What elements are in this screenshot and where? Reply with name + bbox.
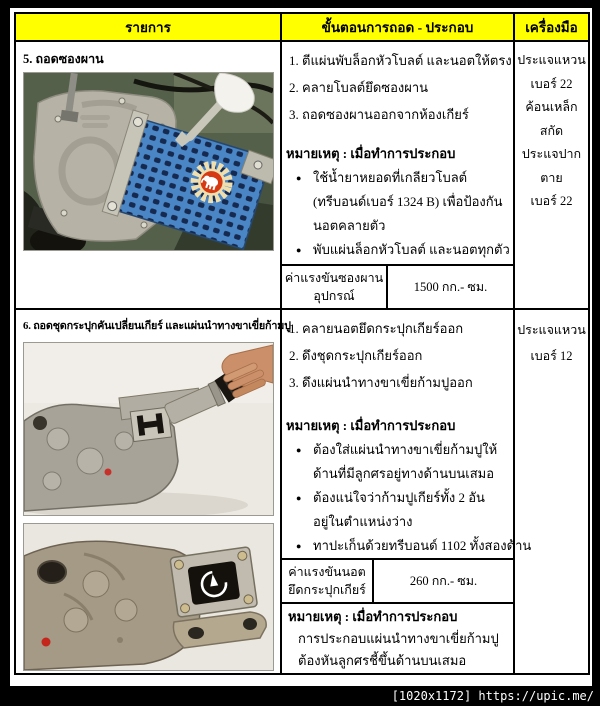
step-line: 2. ดึงชุดกระปุกเกียร์ออก	[289, 348, 423, 363]
tool-line: ประแจปากตาย	[521, 147, 582, 185]
torque-table	[282, 264, 513, 308]
note-title: หมายเหตุ : เมื่อทำการประกอบ	[286, 418, 456, 433]
shift-gate-plate	[130, 407, 171, 441]
tool-line: สกัด	[539, 123, 564, 138]
note-line: นอตคลายตัว	[313, 218, 386, 233]
torque-label: ค่าแรงขันซองผาน อุปกรณ์	[282, 266, 388, 308]
step-list	[289, 47, 512, 128]
tool-line: เบอร์ 12	[530, 349, 573, 363]
header-cell-steps: ขั้นตอนการถอด - ประกอบ	[282, 14, 515, 42]
torque-table	[282, 558, 513, 604]
document-page	[10, 8, 592, 686]
tools-cell-5	[515, 42, 588, 310]
table-header-row	[16, 14, 588, 42]
bullet-icon: ●	[296, 493, 302, 503]
note-line: การประกอบแผ่นนำทางขาเขี่ยก้ามปู	[298, 631, 499, 646]
note-line: ต้องแน่ใจว่าก้ามปูเกียร์ทั้ง 2 อัน	[313, 490, 485, 505]
assembly-note-2	[288, 606, 499, 672]
note-title: หมายเหตุ : เมื่อทำการประกอบ	[286, 146, 456, 161]
tool-line: ประแจแหวน	[517, 53, 586, 67]
tool-line: ค้อนเหล็ก	[525, 100, 578, 114]
bullet-icon: ●	[296, 445, 302, 455]
item-title: 6. ถอดชุดกระปุกคันเปลี่ยนเกียร์ และแผ่นนำทางขาเขี่ยก้ามปู	[23, 320, 291, 332]
note-line: ใช้น้ำยาหยอดที่เกลียวโบลต์	[313, 170, 468, 185]
item-cell-5	[16, 42, 282, 310]
step-line: 2. คลายโบลต์ยึดซองผาน	[289, 80, 429, 95]
header-cell-tools: เครื่องมือ	[515, 14, 588, 42]
note-line: (ทรีบอนด์เบอร์ 1324 B) เพื่อป้องกัน	[313, 194, 503, 209]
item-title: 5. ถอดซองผาน	[23, 52, 104, 66]
step-line: 1. คลายนอตยึดกระปุกเกียร์ออก	[289, 321, 464, 336]
gearbox-lever-removal-photo	[23, 342, 274, 516]
footer-text: [1020x1172] https://upic.me/	[391, 689, 594, 703]
note-line: ต้องใส่แผ่นนำทางขาเขี่ยก้ามปูให้	[313, 442, 498, 457]
tool-line: เบอร์ 22	[530, 76, 573, 91]
torque-label: ค่าแรงขันนอต ยึดกระปุกเกียร์	[282, 560, 374, 602]
tool-line: ประแจแหวน	[517, 323, 586, 337]
step-line: 1. ตีแผ่นพับล็อกหัวโบลต์ และนอตให้ตรง	[289, 53, 512, 68]
bullet-icon: ●	[296, 245, 302, 255]
service-manual-table	[14, 12, 590, 675]
header-cell-items: รายการ	[16, 14, 282, 42]
steps-cell-5	[282, 42, 515, 310]
footer-bar	[0, 686, 600, 706]
guide-plate	[170, 547, 258, 618]
table-row	[16, 42, 588, 310]
note-line: ต้องหันลูกศรชี้ขึ้นด้านบนเสมอ	[298, 653, 467, 668]
note-line: อยู่ในตำแหน่งว่าง	[313, 514, 413, 529]
table-row	[16, 310, 588, 673]
engine-plow-guard-photo	[23, 72, 274, 251]
bullet-icon: ●	[296, 173, 302, 183]
steps-cell-6	[282, 310, 532, 673]
note-line: พับแผ่นล็อกหัวโบลต์ และนอตทุกตัว	[313, 242, 510, 257]
tools-cell-6	[515, 310, 588, 673]
torque-value: 1500 กก.- ซม.	[413, 280, 488, 294]
step-line: 3. ถอดซองผานออกจากห้องเกียร์	[289, 107, 469, 122]
note-line: ทาปะเก็นด้วยทรีบอนด์ 1102 ทั้งสองด้าน	[313, 538, 532, 553]
assembly-note	[286, 142, 511, 262]
step-line: 3. ดึงแผ่นนำทางขาเขี่ยก้ามปูออก	[289, 375, 473, 390]
gearbox-guide-plate-photo	[23, 523, 274, 671]
item-cell-6	[16, 310, 291, 673]
step-list	[289, 315, 509, 396]
note-title: หมายเหตุ : เมื่อทำการประกอบ	[288, 609, 458, 624]
assembly-note	[286, 414, 532, 558]
bullet-icon: ●	[296, 541, 302, 551]
torque-value: 260 กก.- ซม.	[409, 574, 478, 588]
tool-line: เบอร์ 22	[530, 194, 573, 208]
note-line: ด้านที่มีลูกศรอยู่ทางด้านบนเสมอ	[313, 466, 495, 481]
